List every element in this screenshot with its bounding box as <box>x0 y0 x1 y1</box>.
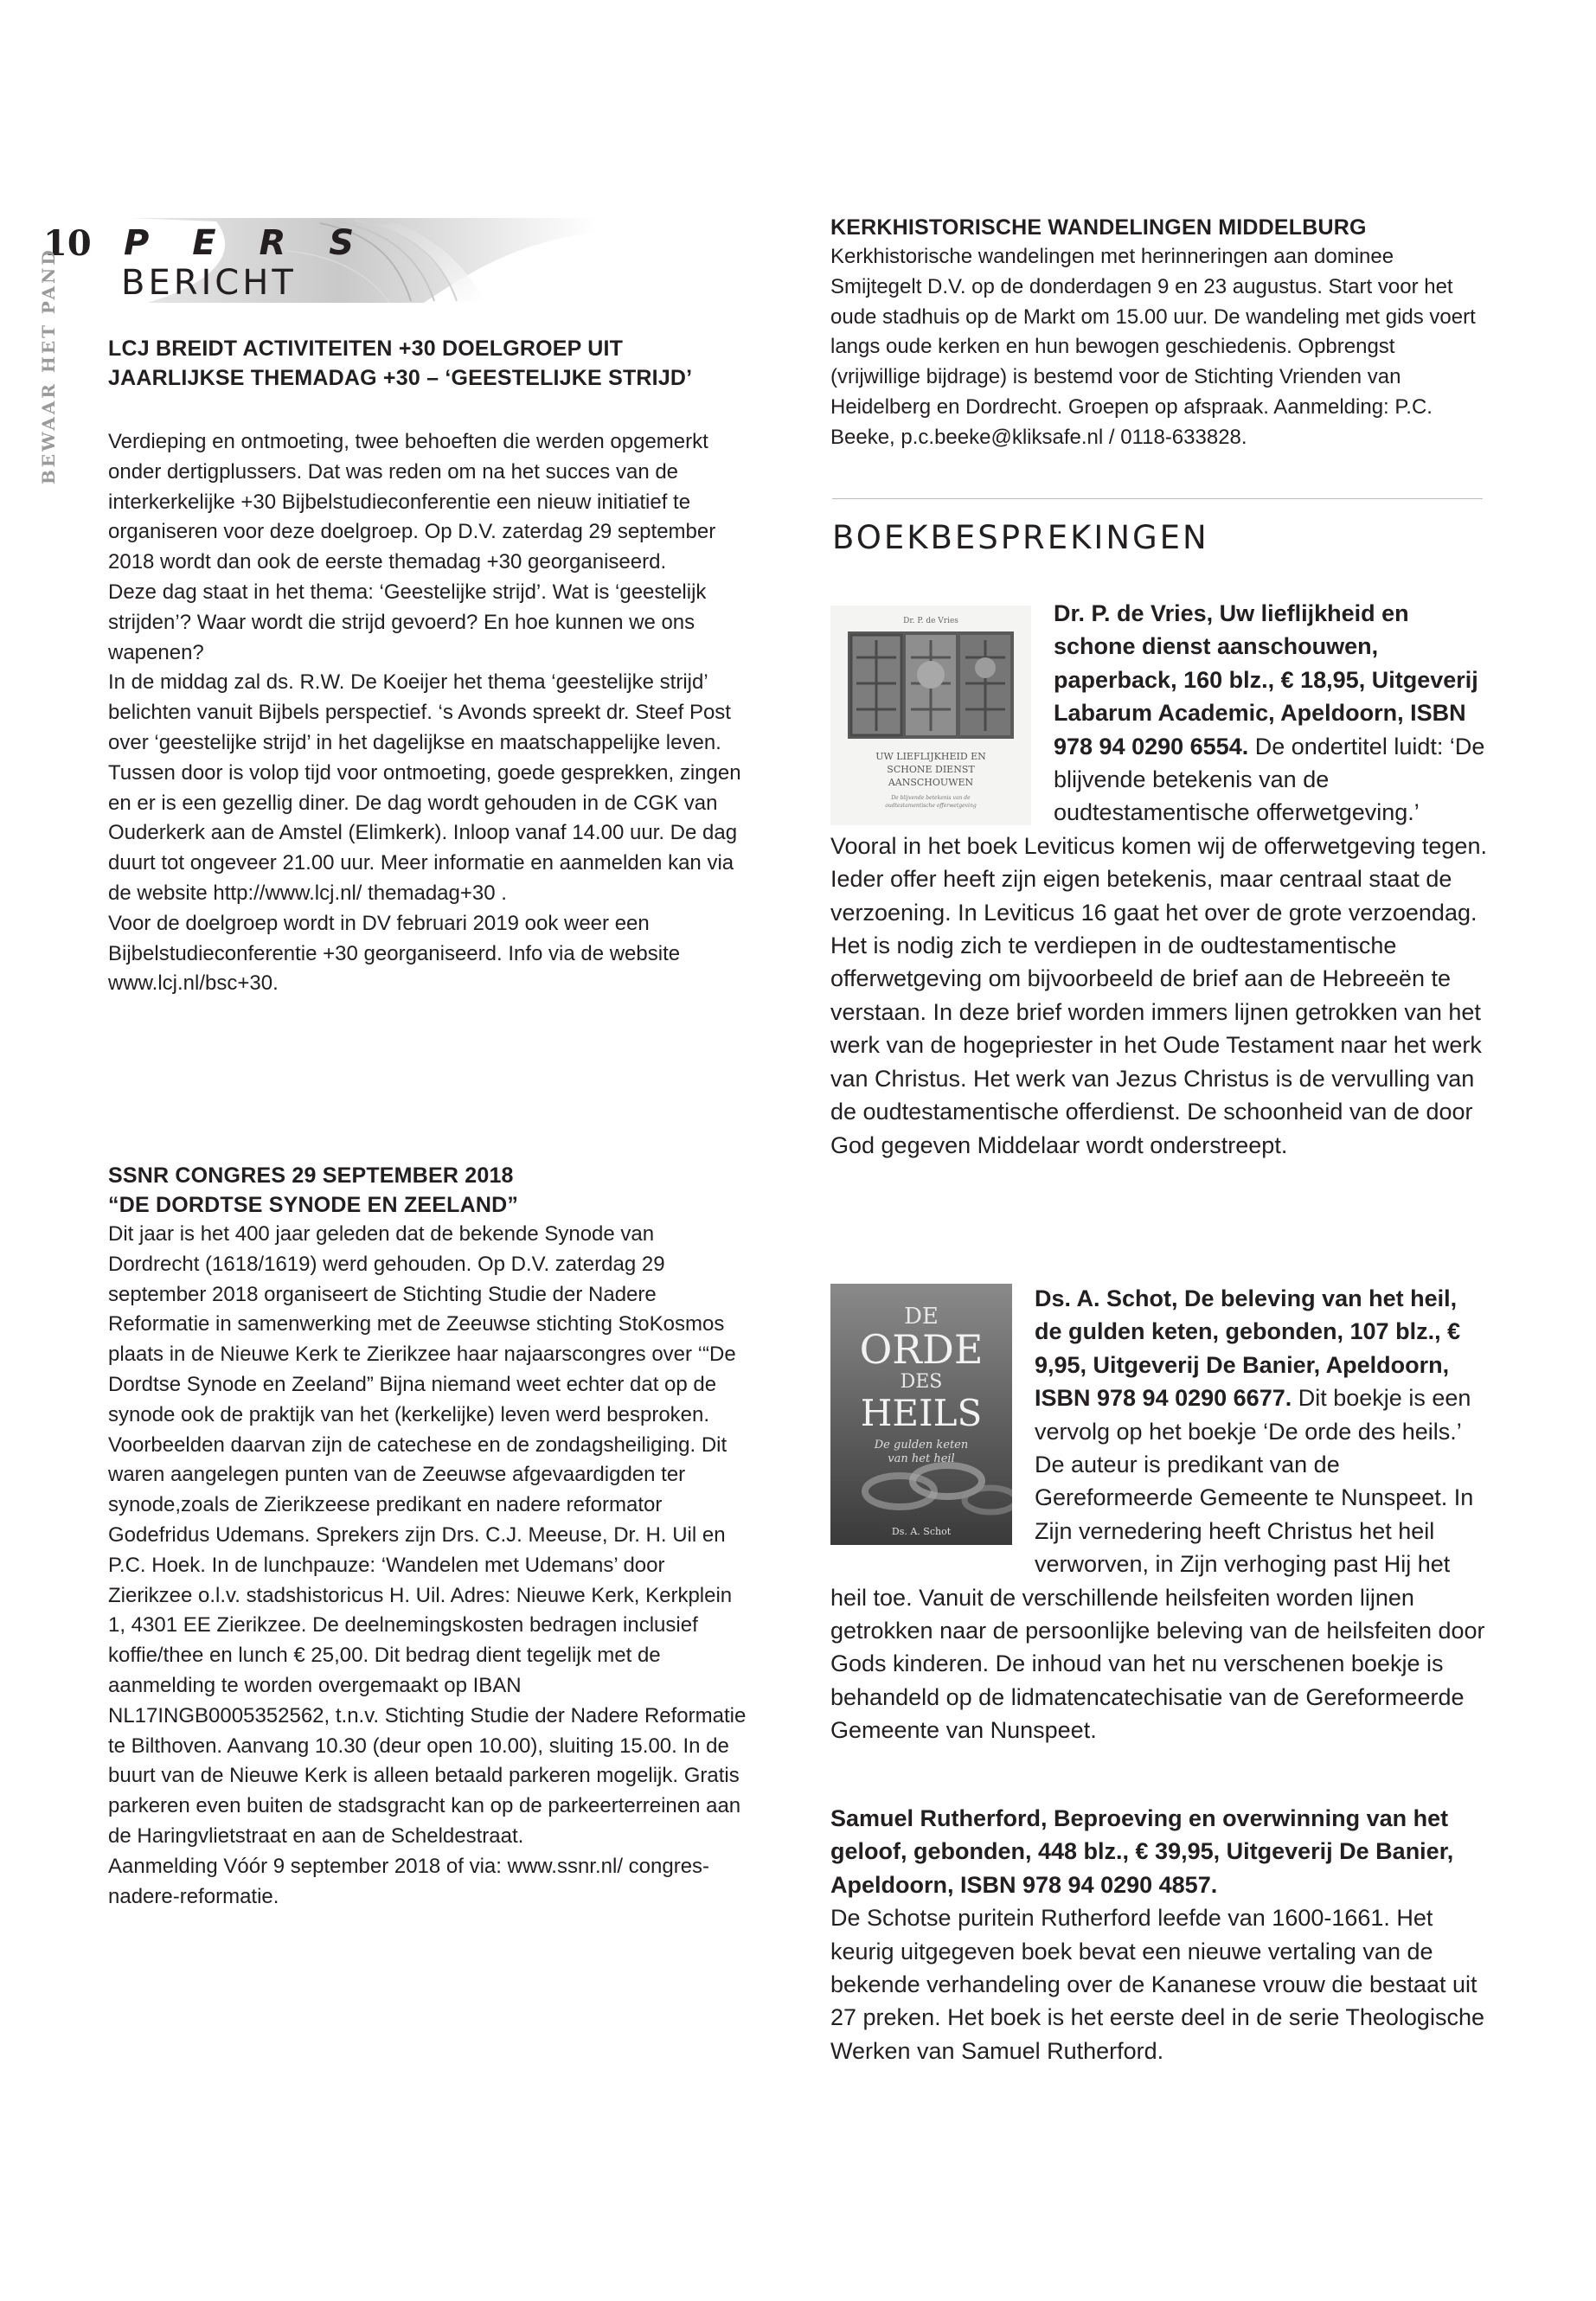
book-cover-author: Ds. A. Schot <box>891 1526 952 1537</box>
article-lcj-body <box>108 427 748 999</box>
book-cover-title-line: ORDE <box>859 1326 984 1373</box>
article-lcj-heading-line: LCJ BREIDT ACTIVITEITEN +30 DOELGROEP UIT <box>108 336 624 361</box>
book-review-schot <box>830 1282 1488 1747</box>
article-ssnr-body <box>108 1220 748 1912</box>
article-lcj-heading-line: JAARLIJKSE THEMADAG +30 – ‘GEESTELIJKE STRIJD’ <box>108 366 693 390</box>
book-cover-subtitle-line: De blijvende betekenis van de <box>891 795 971 801</box>
article-wandelingen-body: Kerkhistorische wandelingen met herinneringen aan dominee Smijtegelt D.V. op de donderdagen 9 en 23 augustus. Start voor het oude stadhuis op de Markt om 15.00 uur. De wandeling met gids voert langs oude kerken en hun bewogen geschiedenis. Opbrengst (vrijwillige bijdrage) is bestemd voor de Stichting Vrienden van Heidelberg en Dordrecht. Groepen op afspraak. Aanmelding: P.C. Beeke, p.c.beeke@kliksafe.nl / 0118-633828. <box>830 245 1476 449</box>
book-cover-uw-lieflijkheid <box>830 606 1031 825</box>
book-review-rutherford-heading: Samuel Rutherford, Beproeving en overwinning van het geloof, gebonden, 448 blz., € 39,95, Uitgeverij De Banier, Apeldoorn, ISBN 978 94 0290 4857. <box>830 1805 1454 1898</box>
bericht-label: BERICHT <box>121 263 297 303</box>
book-review-schot-body: Dit boekje is een vervolg op het boekje ‘De orde des heils.’ De auteur is predikant van de Gereformeerde Gemeente te Nunspeet. In Zijn vernedering heeft Christus het heil verworven, in Zijn verhoging past Hij het heil toe. Vanuit de verschillende heilsfeiten worden lijnen getrokken naar de persoonlijke beleving van de heilsfeiten door Gods kinderen. De inhoud van het nu verschenen boekje is behandeld op de lidmatencatechisatie van de Gereformeerde Gemeente van Nunspeet. <box>830 1385 1485 1744</box>
article-lcj-paragraph: Deze dag staat in het thema: ‘Geestelijke strijd’. Wat is ‘geestelijk strijden’? Waar wordt die strijd gevoerd? En hoe kunnen we ons wapenen? <box>108 580 707 664</box>
article-ssnr-heading-line: “DE DORDTSE SYNODE EN ZEELAND” <box>108 1193 519 1217</box>
article-lcj <box>108 334 748 999</box>
book-cover-title-line: SCHONE DIENST <box>887 764 975 775</box>
book-cover-author: Dr. P. de Vries <box>903 617 958 625</box>
article-lcj-paragraph: Tussen door is volop tijd voor ontmoeting, goede gesprekken, zingen en er is een gezellig diner. De dag wordt gehouden in de CGK van Ouderkerk aan de Amstel (Elimkerk). Inloop vanaf 14.00 uur. De dag duurt tot ongeveer 21.00 uur. Meer informatie en aanmelden kan via de website http://www.lcj.nl/ themadag+30 . <box>108 760 741 905</box>
book-cover-title-line: HEILS <box>860 1392 983 1434</box>
article-ssnr-heading-line: SSNR CONGRES 29 SEPTEMBER 2018 <box>108 1163 514 1188</box>
article-lcj-paragraph: Verdieping en ontmoeting, twee behoeften die werden opgemerkt onder dertigplussers. Dat was reden om na het succes van de interkerkelijke +30 Bijbelstudieconferentie een nieuw initiatief te organiseren voor deze doelgroep. Op D.V. zaterdag 29 september 2018 wordt dan ook de eerste themadag +30 georganiseerd. <box>108 430 716 574</box>
book-cover-title-line: UW LIEFLIJKHEID EN <box>875 751 986 762</box>
book-cover-title-line: DE <box>904 1304 939 1330</box>
article-ssnr-heading <box>108 1161 748 1220</box>
section-title-boekbesprekingen: BOEKBESPREKINGEN <box>832 519 1209 556</box>
article-ssnr <box>108 1161 748 1912</box>
book-cover-title-line: DES <box>900 1371 943 1393</box>
book-cover-orde-des-heils <box>830 1284 1012 1545</box>
page-number: 10 <box>43 223 92 264</box>
book-cover-subtitle-line: De gulden keten <box>874 1439 969 1452</box>
article-lcj-paragraph: In de middag zal ds. R.W. De Koeijer het thema ‘geestelijke strijd’ belichten vanuit Bijbels perspectief. ‘s Avonds spreekt dr. Steef Post over ‘geestelijke strijd’ in het dagelijkse en maatschappelijke leven. <box>108 670 731 754</box>
article-wandelingen-heading: KERKHISTORISCHE WANDELINGEN MIDDELBURG <box>830 215 1367 240</box>
article-ssnr-paragraph: Dit jaar is het 400 jaar geleden dat de bekende Synode van Dordrecht (1618/1619) werd gehouden. Op D.V. zaterdag 29 september 2018 organiseert de Stichting Studie der Nadere Reformatie in samenwerking met de Zeeuwse stichting StoKosmos plaats in de Nieuwe Kerk te Zierikzee haar najaarscongres over ‘“De Dordtse Synode en Zeeland” Bijna niemand weet echter dat op de synode ook de praktijk van het (kerkelijke) leven werd besproken. Voorbeelden daarvan zijn de catechese en de zondagsheiliging. Dit waren aangelegen punten van de Zeeuwse afgevaardigden ter synode,zoals de Zierikzeese predikant en nadere reformator Godefridus Udemans. Sprekers zijn Drs. C.J. Meeuse, Dr. H. Uil en P.C. Hoek. In de lunchpauze: ‘Wandelen met Udemans’ door Zierikzee o.l.v. stadshistoricus H. Uil. Adres: Nieuwe Kerk, Kerkplein 1, 4301 EE Zierikzee. De deelnemingskosten bedragen inclusief koffie/thee en lunch € 25,00. Dit bedrag dient tegelijk met de aanmelding te worden overgemaakt op IBAN NL17INGB0005352562, t.n.v. Stichting Studie der Nadere Reformatie te Bilthoven. Aanvang 10.30 (deur open 10.00), sluiting 15.00. In de buurt van de Nieuwe Kerk is alleen betaald parkeren mogelijk. Gratis parkeren even buiten de stadsgracht kan op de parkeerterreinen aan de Haringvlietstraat en aan de Scheldestraat. <box>108 1222 747 1848</box>
book-review-rutherford-body: De Schotse puritein Rutherford leefde van 1600-1661. Het keurig uitgegeven boek bevat een nieuwe vertaling van de bekende verhandeling over de Kananese vrouw die bestaat uit 27 preken. Het boek is het eerste deel in de serie Theologische Werken van Samuel Rutherford. <box>830 1905 1484 2064</box>
book-cover-subtitle-line: oudtestamentische offerwetgeving <box>885 803 977 809</box>
book-review-rutherford <box>830 1802 1488 2067</box>
article-lcj-heading <box>108 334 748 393</box>
book-review-schot-heading: Ds. A. Schot, De beleving van het heil, de gulden keten, gebonden, 107 blz., € 9,95, Uitgeverij De Banier, Apeldoorn, ISBN 978 94 0290 6677. <box>1035 1285 1461 1412</box>
article-wandelingen <box>830 213 1488 453</box>
pers-label: P E R S <box>124 223 370 263</box>
article-lcj-paragraph: Voor de doelgroep wordt in DV februari 2019 ook weer een Bijbelstudieconferentie +30 georganiseerd. Info via de website www.lcj.nl/bsc+30. <box>108 911 681 996</box>
book-cover-subtitle-line: van het heil <box>888 1452 955 1465</box>
section-divider <box>832 498 1483 499</box>
book-review-de-vries-heading: Dr. P. de Vries, Uw lieflijkheid en schone dienst aanschouwen, paperback, 160 blz., € 18,95, Uitgeverij Labarum Academic, Apeldoorn, ISBN 978 94 0290 6554. <box>1054 600 1478 760</box>
book-review-rutherford-text <box>830 1802 1488 2067</box>
book-review-de-vries-body: De ondertitel luidt: ‘De blijvende betekenis van de oudtestamentische offerwetgeving.’ Vooral in het boek Leviticus komen wij de offerwetgeving tegen. Ieder offer heeft zijn eigen betekenis, maar centraal staat de verzoening. In Leviticus 16 gaat het over de grote verzoendag. Het is nodig zich te verdiepen in de oudtestamentische offerwetgeving om bijvoorbeeld de brief aan de Hebreeën te verstaan. In deze brief worden immers lijnen getrokken van het werk van de hogepriester in het Oude Testament naar het werk van Christus. Het werk van Jezus Christus is de vervulling van de oudtestamentische offerdienst. De schoonheid van de door God gegeven Middelaar wordt onderstreept. <box>830 733 1487 1158</box>
side-label: BEWAAR HET PAND <box>38 247 59 484</box>
article-ssnr-paragraph: Aanmelding Vóór 9 september 2018 of via: www.ssnr.nl/ congres-nadere-reformatie. <box>108 1854 710 1908</box>
book-cover-title-line: AANSCHOUWEN <box>888 777 974 788</box>
book-review-de-vries <box>830 597 1488 1162</box>
